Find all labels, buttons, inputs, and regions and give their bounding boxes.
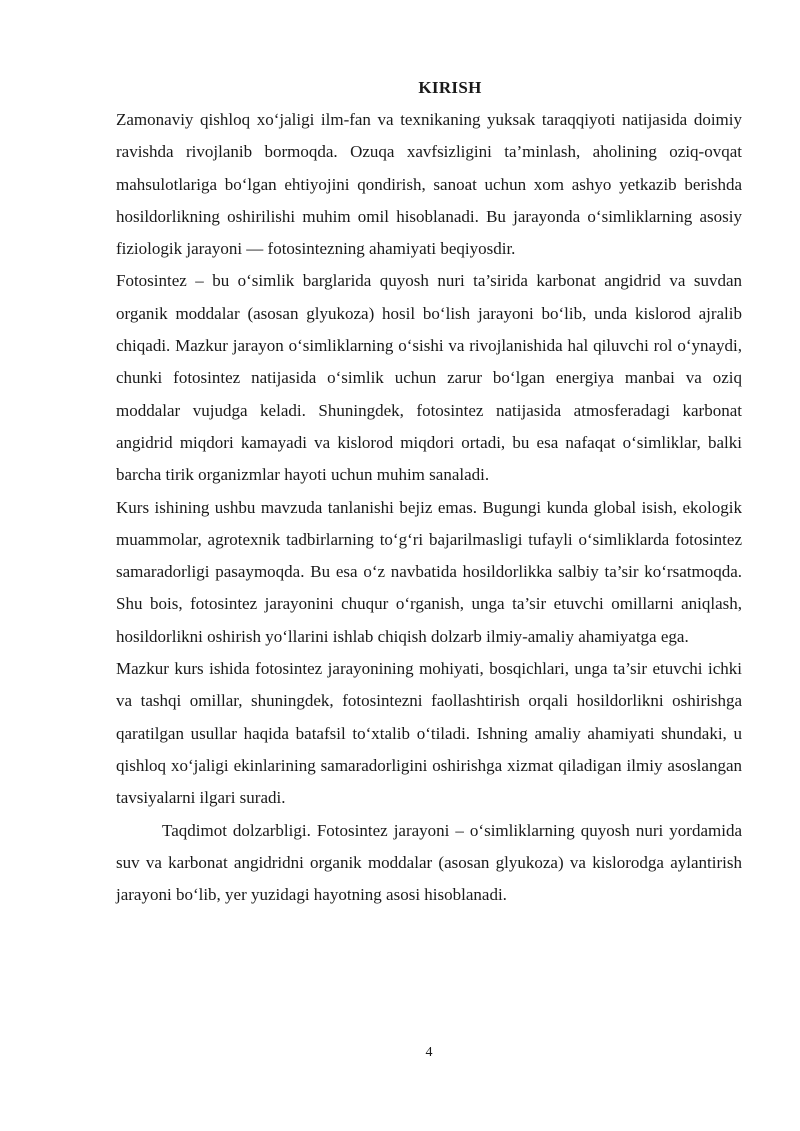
document-body: [116, 104, 742, 911]
paragraph-photosynthesis-definition: Fotosintez – bu o‘simlik barglarida quyosh nuri ta’sirida karbonat angidrid va suvdan organik moddalar (asosan glyukoza) hosil bo‘lish jarayoni bo‘lib, unda kislorod ajralib chiqadi. Mazkur jarayon o‘simliklarning o‘sishi va rivojlanishida hal qiluvchi rol o‘ynaydi, chunki fotosintez natijasida o‘simlik uchun zarur bo‘lgan energiya manbai va oziq moddalar vujudga keladi. Shuningdek, fotosintez natijasida atmosferadagi karbonat angidrid miqdori kamayadi va kislorod miqdori ortadi, bu esa nafaqat o‘simliklar, balki barcha tirik organizmlar hayoti uchun muhim sanaladi.: [116, 271, 742, 485]
paragraph-relevance: Taqdimot dolzarbligi. Fotosintez jarayoni – o‘simliklarning quyosh nuri yordamida suv va karbonat angidridni organik moddalar (asosan glyukoza) va kislorodga aylantirish jarayoni bo‘lib, yer yuzidagi hayotning asosi hisoblanadi.: [116, 820, 742, 905]
document-title: KIRISH: [418, 78, 482, 97]
page-number: 4: [425, 1045, 433, 1060]
paragraph-course-scope: Mazkur kurs ishida fotosintez jarayonining mohiyati, bosqichlari, unga ta’sir etuvchi ichki va tashqi omillar, shuningdek, fotosintezni faollashtirish orqali hosildorlikni oshirishga qaratilgan usullar haqida batafsil to‘xtalib o‘tiladi. Ishning amaliy ahamiyati shundaki, u qishloq xo‘jaligi ekinlarining samaradorligini oshirishga xizmat qiladigan ilmiy asoslangan tavsiyalarni ilgari suradi.: [116, 659, 742, 808]
paragraph-intro: Zamonaviy qishloq xo‘jaligi ilm-fan va texnikaning yuksak taraqqiyoti natijasida doimiy ravishda rivojlanib bormoqda. Ozuqa xavfsizligini ta’minlash, aholining oziq-ovqat mahsulotlariga bo‘lgan ehtiyojini qondirish, sanoat uchun xom ashyo yetkazib berishda hosildorlikning oshirilishi muhim omil hisoblanadi. Bu jarayonda o‘simliklarning asosiy fiziologik jarayoni — fotosintezning ahamiyati beqiyosdir.: [116, 110, 742, 259]
paragraph-topic-choice: Kurs ishining ushbu mavzuda tanlanishi bejiz emas. Bugungi kunda global isish, ekologik muammolar, agrotexnik tadbirlarning to‘g‘ri bajarilmasligi tufayli o‘simliklarda fotosintez samaradorligi pasaymoqda. Bu esa o‘z navbatida hosildorlikka salbiy ta’sir ko‘rsatmoqda. Shu bois, fotosintez jarayonini chuqur o‘rganish, unga ta’sir etuvchi omillarni aniqlash, hosildorlikni oshirish yo‘llarini ishlab chiqish dolzarb ilmiy-amaliy ahamiyatga ega.: [116, 497, 742, 646]
